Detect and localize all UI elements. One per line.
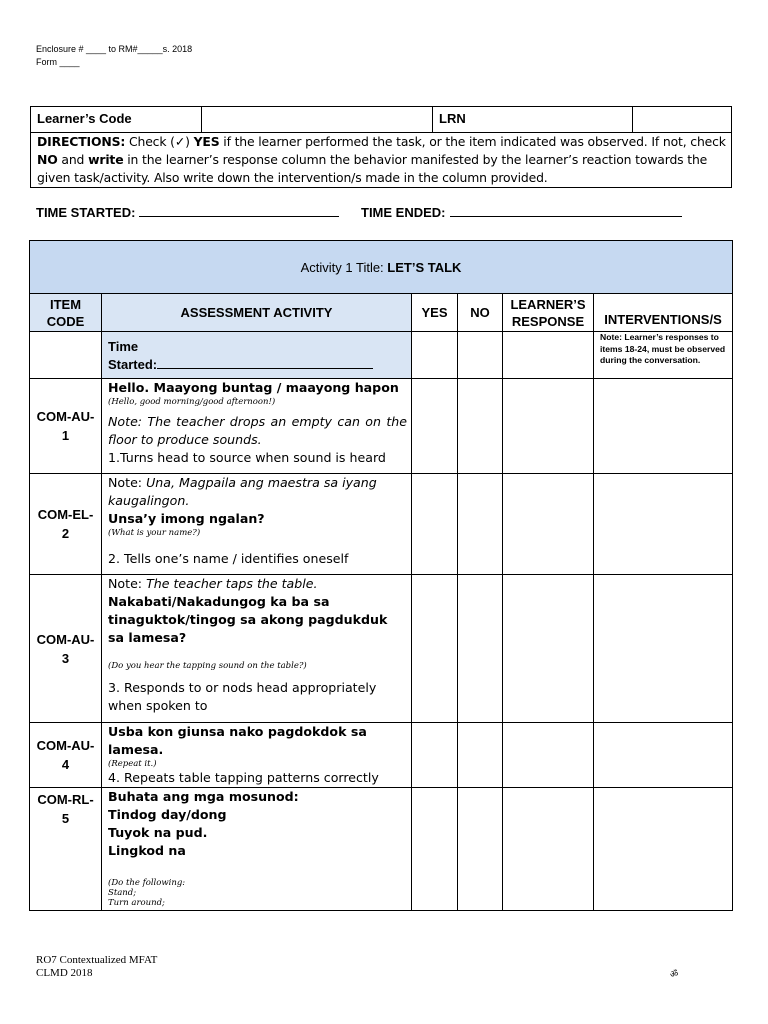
note-body: Una, Magpaila ang maestra sa iyang kaugalingon. xyxy=(108,475,377,508)
activity-title-name: LET’S TALK xyxy=(387,259,462,275)
instruction-text: Buhata ang mga mosunod: xyxy=(108,789,299,804)
response-cell[interactable] xyxy=(503,379,594,474)
assessment-cell xyxy=(102,474,412,575)
interventions-cell[interactable] xyxy=(594,723,733,788)
instruction-text: Usba kon giunsa nako pagdokdok sa lamesa. xyxy=(108,724,367,757)
question-text: Nakabati/Nakadungog ka ba sa tinaguktok/tingog sa akong pagdukduk sa lamesa? xyxy=(108,594,388,645)
footer-line1: RO7 Contextualized MFAT xyxy=(36,954,158,966)
directions-part: and xyxy=(57,152,89,167)
yes-cell[interactable] xyxy=(412,788,458,911)
intervention-note: Note: Learner’s responses to items 18-24, must be observed during the conversation. xyxy=(594,332,733,379)
time-started-label: TIME STARTED: xyxy=(36,205,136,220)
task-text: 1.Turns head to source when sound is heard xyxy=(108,450,386,465)
translation-text: Stand; xyxy=(108,888,137,898)
assessment-cell xyxy=(102,788,412,911)
col-no: NO xyxy=(458,294,503,332)
item-code: COM-EL- 2 xyxy=(30,474,102,575)
directions-label: DIRECTIONS: xyxy=(37,134,126,149)
translation-text: (Hello, good morning/good afternoon!) xyxy=(108,397,276,407)
assessment-cell xyxy=(102,575,412,723)
time-started-line xyxy=(36,205,339,220)
translation-text: Turn around; xyxy=(108,898,165,908)
response-cell[interactable] xyxy=(503,474,594,575)
response-cell[interactable] xyxy=(503,723,594,788)
item-code: COM-RL- 5 xyxy=(30,788,102,911)
item-code: COM-AU- 4 xyxy=(30,723,102,788)
note-body: The teacher taps the table. xyxy=(146,576,318,591)
lrn-field[interactable] xyxy=(633,107,731,132)
translation-text: (Do you hear the tapping sound on the table?) xyxy=(108,661,307,671)
time-row-code xyxy=(30,332,102,379)
response-cell[interactable] xyxy=(503,788,594,911)
footer xyxy=(36,954,157,980)
lrn-label: LRN xyxy=(433,107,633,132)
no-cell[interactable] xyxy=(458,332,503,379)
yes-cell[interactable] xyxy=(412,379,458,474)
response-cell[interactable] xyxy=(503,575,594,723)
time-row-line2 xyxy=(108,356,405,374)
no-cell[interactable] xyxy=(458,723,503,788)
directions-no: NO xyxy=(37,152,58,167)
task-text: 2. Tells one’s name / identifies oneself xyxy=(108,551,349,566)
learner-info-table xyxy=(30,106,732,188)
directions-yes: YES xyxy=(193,134,220,149)
page-mark-icon: ॐ xyxy=(670,970,679,980)
directions-part: in the learner’s response column the behavior manifested by the learner’s reaction towards the given task/activity. Also write down the intervention/s made in the column provided. xyxy=(37,152,708,185)
col-yes: YES xyxy=(412,294,458,332)
no-cell[interactable] xyxy=(458,575,503,723)
directions-write: write xyxy=(88,152,124,167)
note-text: Note: The teacher drops an empty can on the floor to produce sounds. xyxy=(108,414,407,447)
assessment-table xyxy=(29,240,733,911)
note-text xyxy=(108,575,407,593)
time-ended-field[interactable] xyxy=(450,205,682,217)
yes-cell[interactable] xyxy=(412,723,458,788)
task-text: 4. Repeats table tapping patterns correctly xyxy=(108,770,379,785)
col-interventions: INTERVENTIONS/S xyxy=(594,294,733,332)
assessment-cell xyxy=(102,723,412,788)
time-ended-label: TIME ENDED: xyxy=(361,205,446,220)
no-cell[interactable] xyxy=(458,379,503,474)
directions-part: ) xyxy=(185,134,194,149)
note-text xyxy=(108,474,407,510)
question-text: Unsa’y imong ngalan? xyxy=(108,511,265,526)
yes-cell[interactable] xyxy=(412,474,458,575)
col-assessment: ASSESSMENT ACTIVITY xyxy=(102,294,412,332)
directions-text xyxy=(31,133,731,187)
no-cell[interactable] xyxy=(458,788,503,911)
interventions-cell[interactable] xyxy=(594,575,733,723)
no-cell[interactable] xyxy=(458,474,503,575)
interventions-cell[interactable] xyxy=(594,379,733,474)
check-icon: ✓ xyxy=(174,134,186,149)
interventions-cell[interactable] xyxy=(594,474,733,575)
directions-part: if the learner performed the task, or the item indicated was observed. If not, check xyxy=(219,134,726,149)
yes-cell[interactable] xyxy=(412,332,458,379)
time-ended-line xyxy=(361,205,682,220)
activity-title-prefix: Activity 1 Title: xyxy=(300,259,388,275)
learner-code-field[interactable] xyxy=(202,107,433,132)
item-code: COM-AU- 3 xyxy=(30,575,102,723)
time-started-field[interactable] xyxy=(139,205,339,217)
col-response: LEARNER’S RESPONSE xyxy=(503,294,594,332)
enclosure-line: Enclosure # ____ to RM#_____s. 2018 xyxy=(36,44,193,54)
col-item-code: ITEM CODE xyxy=(30,294,102,332)
note-label: Note: xyxy=(108,576,147,591)
directions-part: Check ( xyxy=(125,134,175,149)
time-row-label: Started: xyxy=(108,357,158,372)
yes-cell[interactable] xyxy=(412,575,458,723)
response-cell[interactable] xyxy=(503,332,594,379)
translation-text: (What is your name?) xyxy=(108,528,201,538)
time-row-line1: Time xyxy=(108,339,139,354)
item-code: COM-AU- 1 xyxy=(30,379,102,474)
activity-title xyxy=(30,241,733,294)
command-item: Tuyok na pud. xyxy=(108,825,208,840)
footer-line2: CLMD 2018 xyxy=(36,967,93,979)
time-row-field[interactable] xyxy=(157,357,373,369)
note-label: Note: xyxy=(108,475,147,490)
learner-code-label: Learner’s Code xyxy=(31,107,202,132)
enclosure-header xyxy=(36,43,192,69)
interventions-cell[interactable] xyxy=(594,788,733,911)
translation-text: (Do the following: xyxy=(108,878,186,888)
translation-text: (Repeat it.) xyxy=(108,759,157,769)
task-text: 3. Responds to or nods head appropriately when spoken to xyxy=(108,680,377,713)
command-item: Tindog day/dong xyxy=(108,807,227,822)
assessment-cell xyxy=(102,379,412,474)
greeting-text: Hello. Maayong buntag / maayong hapon xyxy=(108,380,399,395)
form-line: Form ____ xyxy=(36,57,80,67)
command-item: Lingkod na xyxy=(108,843,186,858)
time-row-cell xyxy=(102,332,412,379)
